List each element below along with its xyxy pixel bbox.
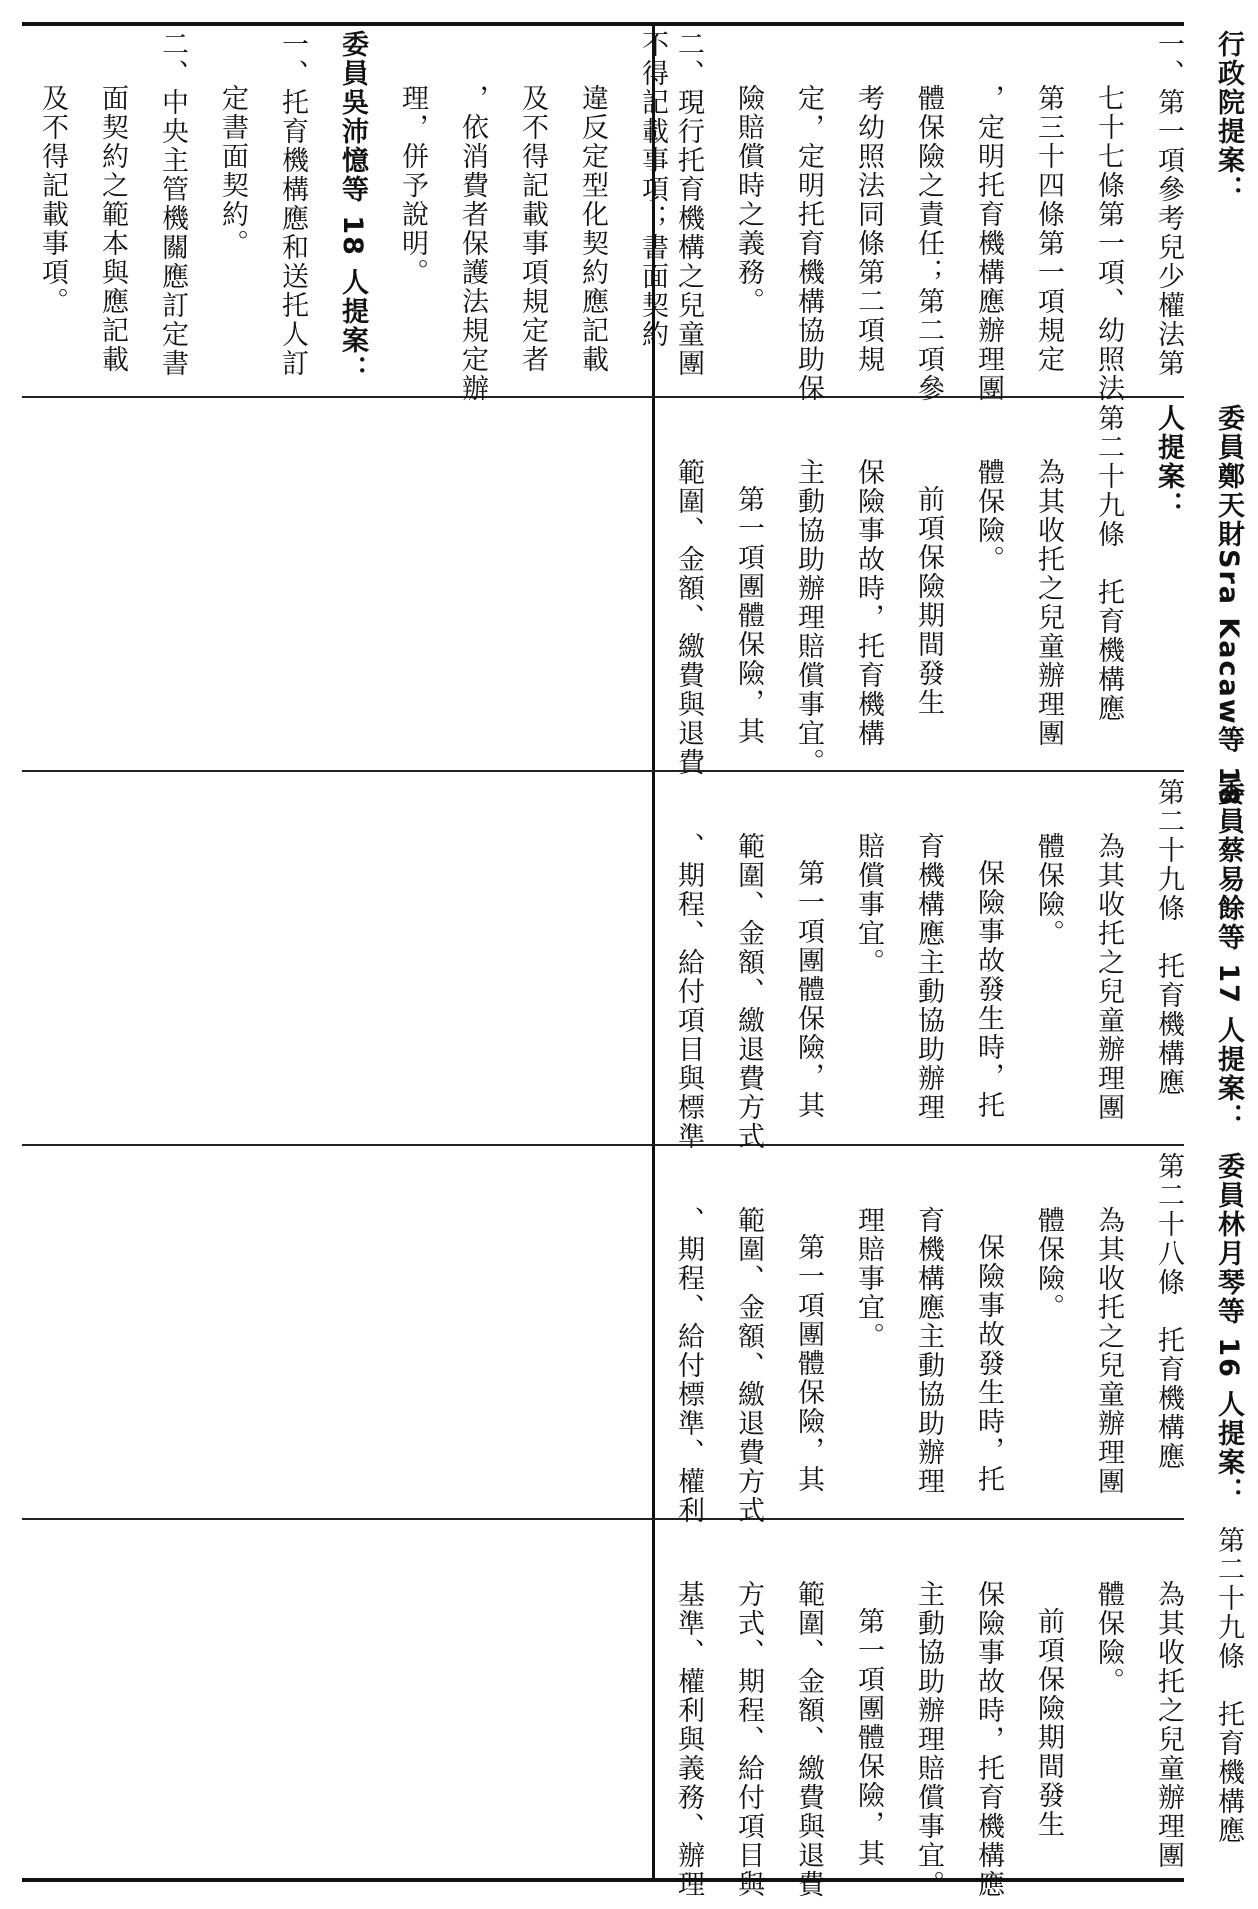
- text-line: 第一項團體保險，其: [793, 1233, 824, 1494]
- text-line: 範圍、金額、繳退費方式: [733, 1206, 764, 1525]
- text-line: 險賠償時之義務。: [733, 84, 764, 316]
- text-line: 一、第一項參考兒少權法第: [1153, 30, 1184, 378]
- text-line: 第二十九條 托育機構應: [1093, 404, 1124, 723]
- text-line: 理賠事宜。: [853, 1206, 884, 1351]
- text-line: ，定明托育機構應辦理團: [973, 84, 1004, 403]
- text-line: 第二十九條 托育機構應: [1213, 1526, 1244, 1845]
- text-line: 為其收托之兒童辦理團: [1153, 1580, 1184, 1870]
- text-line: 育機構應主動協助辦理: [913, 1206, 944, 1496]
- text-line: 範圍、金額、繳費與退費: [793, 1580, 824, 1899]
- text-line: 二、中央主管機關應訂定書: [157, 30, 188, 378]
- table-top-border: [22, 22, 1184, 26]
- cell-r1-left: [22, 30, 668, 403]
- text-line: 違反定型化契約應記載: [577, 84, 608, 374]
- text-line: 保險事故時，托育機構應: [973, 1580, 1004, 1899]
- comparison-table: [22, 22, 1244, 1899]
- row-divider-4: [22, 1518, 1184, 1520]
- text-line: 及不得記載事項規定者: [517, 84, 548, 374]
- text-line: 保險事故發生時，托: [973, 859, 1004, 1120]
- text-line: 體保險。: [973, 458, 1004, 574]
- text-line: 第二十八條 托育機構應: [1153, 1152, 1184, 1471]
- text-line: 定，定明托育機構協助保: [793, 84, 824, 403]
- text-line: 前項保險期間發生: [1033, 1607, 1064, 1839]
- row-divider-2: [22, 770, 1184, 772]
- text-line: 為其收托之兒童辦理團: [1093, 832, 1124, 1122]
- cell-r3-right: [658, 778, 1244, 1151]
- text-line: ，依消費者保護法規定辦: [457, 84, 488, 403]
- text-line: 主動協助辦理賠償事宜。: [793, 458, 824, 777]
- text-line: 保險事故發生時，托: [973, 1233, 1004, 1494]
- cell-r2-right: [658, 404, 1244, 808]
- text-line: 為其收托之兒童辦理團: [1033, 458, 1064, 748]
- text-line: 定書面契約。: [217, 84, 248, 258]
- cell-r1-right: [658, 30, 1244, 403]
- text-line: 第一項團體保險，其: [733, 485, 764, 746]
- text-line: 第一項團體保險，其: [853, 1607, 884, 1868]
- row-divider-3: [22, 1144, 1184, 1146]
- cell-r4-right-text: [658, 1152, 1258, 1525]
- text-line: 第一項團體保險，其: [793, 859, 824, 1120]
- text-line: 委員吳沛憶等 18 人提案：: [337, 30, 368, 385]
- text-line: 七十七條第一項、幼照法: [1093, 84, 1124, 403]
- text-line: 體保險。: [1033, 832, 1064, 948]
- text-line: 保險事故時，托育機構: [853, 458, 884, 748]
- text-line: 育機構應主動協助辦理: [913, 832, 944, 1122]
- text-line: 一、托育機構應和送托人訂: [277, 30, 308, 378]
- text-line: 第三十四條第一項規定: [1033, 84, 1064, 374]
- text-line: 二、現行托育機構之兒童團: [673, 30, 704, 378]
- cell-r1-right-text: [658, 30, 1258, 403]
- cell-r3-right-text: [658, 778, 1258, 1151]
- text-line: 範圍、金額、繳退費方式: [733, 832, 764, 1151]
- text-line: 體保險。: [1093, 1580, 1124, 1696]
- text-line: 前項保險期間發生: [913, 485, 944, 717]
- cell-r4-right: [658, 1152, 1244, 1525]
- text-line: 不得記載事項；書面契約: [637, 30, 668, 349]
- text-line: 委員林月琴等 16 人提案：: [1213, 1152, 1244, 1507]
- text-line: 主動協助辦理賠償事宜。: [913, 1580, 944, 1899]
- text-line: 理，併予說明。: [397, 84, 428, 287]
- text-line: 考幼照法同條第二項規: [853, 84, 884, 374]
- text-line: 基準、權利與義務、辦理: [673, 1580, 704, 1899]
- cell-r1-left-text: [22, 30, 682, 403]
- text-line: 方式、期程、給付項目與: [733, 1580, 764, 1899]
- text-line: 委員蔡易餘等 17 人提案：: [1213, 778, 1244, 1133]
- text-line: 第二十九條 托育機構應: [1153, 778, 1184, 1097]
- text-line: 體保險。: [1033, 1206, 1064, 1322]
- text-line: 為其收托之兒童辦理團: [1093, 1206, 1124, 1496]
- text-line: 體保險之責任；第二項參: [913, 84, 944, 403]
- text-line: 面契約之範本與應記載: [97, 84, 128, 374]
- text-line: 行政院提案：: [1213, 30, 1244, 204]
- text-line: 、期程、給付項目與標準: [673, 832, 704, 1151]
- text-line: 、期程、給付標準、權利: [673, 1206, 704, 1525]
- cell-r5-right-text: [658, 1526, 1258, 1899]
- text-line: 人提案：: [1153, 404, 1184, 520]
- text-line: 委員鄭天財Sra Kacaw等 18: [1213, 404, 1244, 808]
- text-line: 範圍、金額、繳費與退費: [673, 458, 704, 777]
- text-line: 賠償事宜。: [853, 832, 884, 977]
- cell-r2-right-text: [658, 404, 1258, 808]
- text-line: 及不得記載事項。: [37, 84, 68, 316]
- cell-r5-right: [658, 1526, 1244, 1899]
